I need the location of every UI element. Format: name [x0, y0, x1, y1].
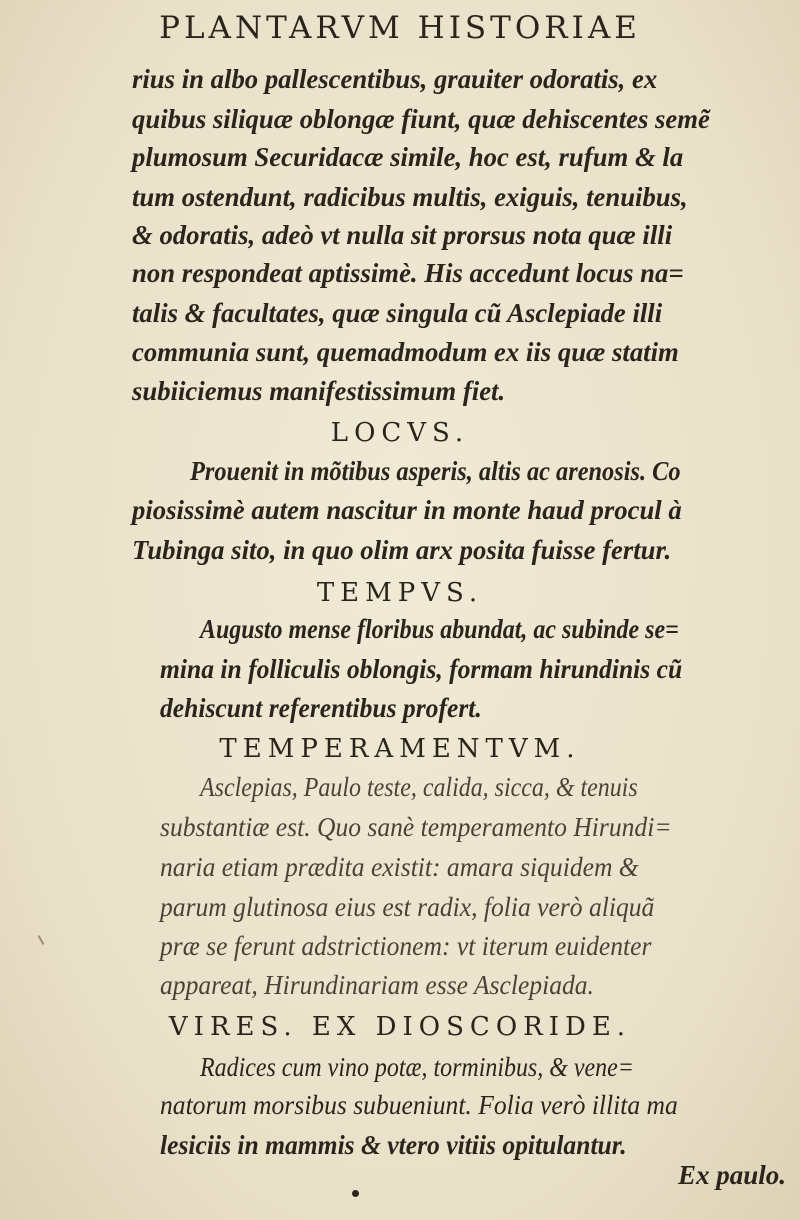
text-line: Tubinga sito, in quo olim arx posita fuisse fertur. — [132, 535, 672, 565]
text-line: communia sunt, quemadmodum ex iis quæ statim — [132, 337, 679, 367]
text-line: rius in albo pallescentibus, grauiter odoratis, ex — [132, 64, 658, 94]
text-line: quibus siliquæ oblongæ fiunt, quæ dehiscentes semẽ — [132, 104, 710, 134]
section-heading-vires: VIRES. EX DIOSCORIDE. — [168, 1012, 632, 1042]
signature-catchword: Ex paulo. — [677, 1160, 786, 1190]
text-line: Radices cum vino potæ, torminibus, & vene= — [200, 1052, 634, 1082]
text-line: naria etiam prædita existit: amara siquidem & — [160, 852, 639, 882]
text-line: Asclepias, Paulo teste, calida, sicca, & tenuis — [200, 772, 638, 802]
running-header: PLANTARVM HISTORIAE — [159, 10, 641, 46]
text-line: piosissimè autem nascitur in monte haud procul à — [132, 495, 682, 525]
text-line: præ se ferunt adstrictionem: vt iterum euidenter — [160, 931, 652, 961]
text-line: parum glutinosa eius est radix, folia verò aliquã — [160, 892, 655, 922]
section-heading-locus: LOCVS. — [330, 418, 470, 448]
margin-mark — [38, 935, 45, 945]
section-heading-temperamentum: TEMPERAMENTVM. — [219, 734, 581, 764]
text-line: non respondeat aptissimè. His accedunt locus na= — [132, 258, 684, 288]
text-line: tum ostendunt, radicibus multis, exiguis, tenuibus, — [132, 182, 688, 212]
text-line: appareat, Hirundinariam esse Asclepiada. — [160, 970, 594, 1000]
text-line: plumosum Securidacæ simile, hoc est, rufum & la — [132, 142, 684, 172]
text-line: lesiciis in mammis & vtero vitiis opitulantur. — [160, 1130, 627, 1160]
text-line: natorum morsibus subueniunt. Folia verò illita ma — [160, 1090, 678, 1120]
text-line: mina in folliculis oblongis, formam hirundinis cũ — [160, 654, 683, 684]
text-line: Prouenit in mõtibus asperis, altis ac arenosis. Co — [190, 456, 681, 486]
text-line: talis & facultates, quæ singula cũ Asclepiade illi — [132, 298, 663, 328]
ink-dot — [352, 1190, 359, 1197]
section-heading-tempus: TEMPVS. — [316, 578, 484, 608]
text-line: subiiciemus manifestissimum fiet. — [132, 376, 506, 406]
text-line: & odoratis, adeò vt nulla sit prorsus nota quæ illi — [132, 220, 673, 250]
text-line: substantiæ est. Quo sanè temperamento Hirundi= — [160, 812, 672, 842]
text-line: Augusto mense floribus abundat, ac subinde se= — [200, 614, 679, 644]
text-line: dehiscunt referentibus profert. — [160, 693, 482, 723]
